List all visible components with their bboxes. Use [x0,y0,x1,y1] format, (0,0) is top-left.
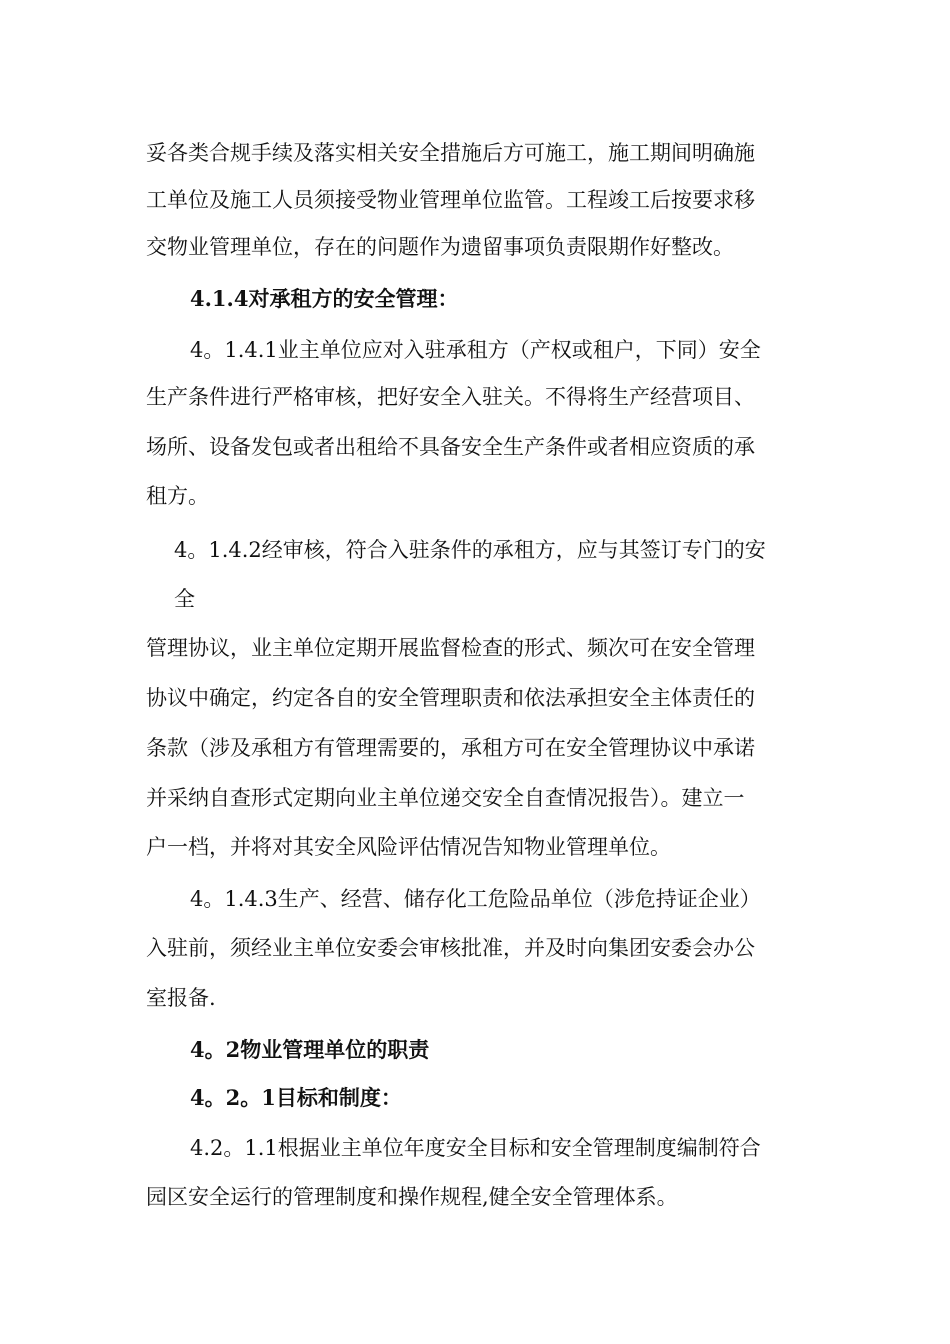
body-line: 4。1.4.3生产、经营、储存化工危险品单位（涉危持证企业） [190,887,761,911]
body-line: 条款（涉及承租方有管理需要的，承租方可在安全管理协议中承诺 [146,736,755,760]
body-line: 租方。 [146,484,209,508]
body-line: 管理协议，业主单位定期开展监督检查的形式、频次可在安全管理 [146,636,755,660]
body-line: 户一档，并将对其安全风险评估情况告知物业管理单位。 [146,835,671,859]
body-line: 全 [174,587,195,611]
section-heading-4-1-4: 4.1.4对承租方的安全管理： [190,286,459,311]
body-line: 场所、设备发包或者出租给不具备安全生产条件或者相应资质的承 [146,435,755,459]
body-line: 生产条件进行严格审核，把好安全入驻关。不得将生产经营项目、 [146,385,755,409]
body-line: 并采纳自查形式定期向业主单位递交安全自查情况报告）。建立一 [146,786,745,810]
section-heading-4-2-1: 4。2。1目标和制度： [190,1085,402,1110]
body-line: 园区安全运行的管理制度和操作规程,健全安全管理体系。 [146,1185,678,1209]
body-line: 工单位及施工人员须接受物业管理单位监管。工程竣工后按要求移 [146,188,755,212]
body-line: 4.2。1.1根据业主单位年度安全目标和安全管理制度编制符合 [190,1136,761,1160]
body-line: 入驻前，须经业主单位安委会审核批准，并及时向集团安委会办公 [146,936,755,960]
body-line: 4。1.4.2经审核，符合入驻条件的承租方，应与其签订专门的安 [174,538,766,562]
body-line: 4。1.4.1业主单位应对入驻承租方（产权或租户，下同）安全 [190,338,761,362]
body-line: 室报备. [146,986,216,1010]
body-line: 交物业管理单位，存在的问题作为遗留事项负责限期作好整改。 [146,235,734,259]
section-heading-4-2: 4。2物业管理单位的职责 [190,1037,430,1062]
body-line: 协议中确定，约定各自的安全管理职责和依法承担安全主体责任的 [146,686,755,710]
body-line: 妥各类合规手续及落实相关安全措施后方可施工，施工期间明确施 [146,141,755,165]
